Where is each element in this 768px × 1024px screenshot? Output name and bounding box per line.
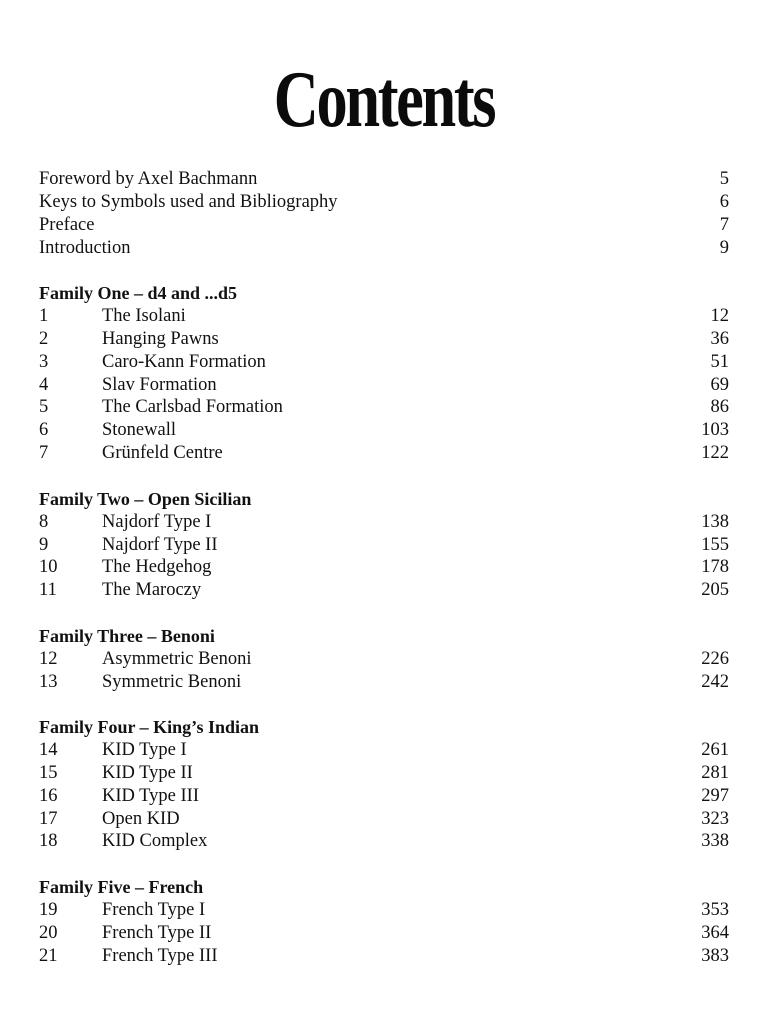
chapter-page-number: 261 — [701, 740, 729, 761]
toc-chapter-entry[interactable] — [39, 739, 729, 762]
toc-section — [39, 876, 729, 967]
entry-page-number: 7 — [719, 214, 729, 235]
toc-chapter-entry[interactable] — [39, 899, 729, 922]
chapter-number: 2 — [39, 328, 49, 349]
chapter-page-number: 338 — [701, 831, 729, 852]
toc-chapter-entry[interactable] — [39, 556, 729, 579]
section-spacer — [39, 465, 729, 488]
section-heading: Family Five – French — [39, 877, 204, 898]
chapter-title: French Type II — [102, 922, 212, 943]
chapter-page-number: 226 — [701, 648, 729, 669]
entry-page-number: 5 — [719, 169, 729, 189]
toc-chapter-entry[interactable] — [39, 922, 729, 945]
toc-chapter-entry[interactable] — [39, 511, 729, 534]
chapter-page-number: 12 — [710, 306, 729, 327]
toc-chapter-entry[interactable] — [39, 648, 729, 671]
chapter-title: The Carlsbad Formation — [102, 397, 283, 418]
toc-chapter-entry[interactable] — [39, 396, 729, 419]
chapter-page-number: 323 — [701, 808, 729, 829]
section-spacer — [39, 693, 729, 716]
toc-chapter-entry[interactable] — [39, 305, 729, 328]
chapter-page-number: 122 — [701, 443, 729, 464]
chapter-title: Stonewall — [102, 420, 176, 441]
entry-page-number: 6 — [719, 191, 729, 212]
chapter-title: Najdorf Type II — [102, 534, 218, 555]
chapter-title: Symmetric Benoni — [102, 671, 242, 692]
chapter-number: 3 — [39, 351, 49, 372]
chapter-number: 18 — [39, 831, 58, 852]
chapter-page-number: 353 — [701, 900, 729, 920]
chapter-number: 13 — [39, 671, 58, 692]
chapter-number: 14 — [39, 740, 58, 761]
section-heading: Family Four – King’s Indian — [39, 717, 260, 738]
chapter-page-number: 364 — [701, 922, 729, 943]
toc-chapter-entry[interactable] — [39, 442, 729, 465]
chapter-page-number: 297 — [701, 785, 729, 806]
toc-section — [39, 625, 729, 694]
chapter-title: French Type I — [102, 900, 206, 920]
chapter-number: 21 — [39, 945, 58, 966]
chapter-number: 10 — [39, 557, 58, 578]
chapter-number: 8 — [39, 511, 49, 532]
chapter-number: 16 — [39, 785, 58, 806]
front-matter-list — [39, 168, 729, 259]
chapter-title: Asymmetric Benoni — [102, 648, 252, 669]
chapter-number: 5 — [39, 397, 49, 418]
toc-chapter-entry[interactable] — [39, 671, 729, 694]
chapter-title: Najdorf Type I — [102, 511, 212, 532]
chapter-number: 15 — [39, 762, 58, 783]
toc-chapter-entry[interactable] — [39, 785, 729, 808]
section-spacer — [39, 853, 729, 876]
chapter-number: 12 — [39, 648, 58, 669]
toc-chapter-entry[interactable] — [39, 830, 729, 853]
chapter-page-number: 86 — [710, 397, 729, 418]
section-heading: Family One – d4 and ...d5 — [39, 283, 238, 304]
toc-chapter-entry[interactable] — [39, 579, 729, 602]
chapter-number: 20 — [39, 922, 58, 943]
chapter-title: French Type III — [102, 945, 218, 966]
chapter-page-number: 51 — [710, 351, 729, 372]
chapter-title: KID Type III — [102, 785, 199, 806]
chapter-title: Slav Formation — [102, 374, 217, 395]
chapter-page-number: 281 — [701, 762, 729, 783]
chapter-number: 4 — [39, 374, 49, 395]
toc-entry[interactable] — [39, 237, 729, 260]
chapter-title: KID Complex — [102, 831, 208, 852]
entry-title: Introduction — [39, 237, 131, 258]
chapter-page-number: 69 — [710, 374, 729, 395]
entry-title: Preface — [39, 214, 95, 235]
chapter-title: The Hedgehog — [102, 557, 212, 578]
chapter-number: 7 — [39, 443, 49, 464]
sections-list — [39, 259, 729, 967]
entry-title: Foreword by Axel Bachmann — [39, 169, 258, 189]
toc-section — [39, 282, 729, 465]
table-of-contents — [39, 168, 729, 968]
chapter-page-number: 205 — [701, 580, 729, 601]
chapter-page-number: 383 — [701, 945, 729, 966]
toc-chapter-entry[interactable] — [39, 808, 729, 831]
chapter-title: Hanging Pawns — [102, 328, 219, 349]
section-spacer — [39, 602, 729, 625]
chapter-number: 9 — [39, 534, 49, 555]
chapter-title: The Maroczy — [102, 580, 202, 601]
chapter-page-number: 242 — [701, 671, 729, 692]
chapter-number: 19 — [39, 900, 58, 920]
toc-entry[interactable] — [39, 214, 729, 237]
toc-entry[interactable] — [39, 168, 729, 191]
chapter-title: Grünfeld Centre — [102, 443, 223, 464]
chapter-page-number: 103 — [701, 420, 729, 441]
toc-section — [39, 716, 729, 853]
chapter-number: 1 — [39, 306, 49, 327]
chapter-title: The Isolani — [102, 306, 186, 327]
chapter-title: KID Type II — [102, 762, 193, 783]
chapter-number: 17 — [39, 808, 58, 829]
chapter-page-number: 36 — [710, 328, 729, 349]
chapter-page-number: 178 — [701, 557, 729, 578]
section-heading: Family Two – Open Sicilian — [39, 488, 252, 509]
chapter-title: Open KID — [102, 808, 180, 829]
toc-chapter-entry[interactable] — [39, 534, 729, 557]
toc-chapter-entry[interactable] — [39, 945, 729, 968]
toc-chapter-entry[interactable] — [39, 328, 729, 351]
chapter-title: KID Type I — [102, 740, 187, 761]
toc-chapter-entry[interactable] — [39, 419, 729, 442]
section-spacer — [39, 259, 729, 282]
toc-chapter-entry[interactable] — [39, 374, 729, 397]
chapter-page-number: 155 — [701, 534, 729, 555]
entry-page-number: 9 — [719, 237, 729, 258]
chapter-title: Caro-Kann Formation — [102, 351, 266, 372]
chapter-number: 11 — [39, 580, 57, 601]
chapter-number: 6 — [39, 420, 49, 441]
toc-chapter-entry[interactable] — [39, 762, 729, 785]
chapter-page-number: 138 — [701, 511, 729, 532]
page-title: Contents — [273, 56, 495, 144]
toc-entry[interactable] — [39, 191, 729, 214]
toc-section — [39, 488, 729, 602]
section-heading: Family Three – Benoni — [39, 625, 215, 646]
entry-title: Keys to Symbols used and Bibliography — [39, 191, 338, 212]
toc-chapter-entry[interactable] — [39, 351, 729, 374]
